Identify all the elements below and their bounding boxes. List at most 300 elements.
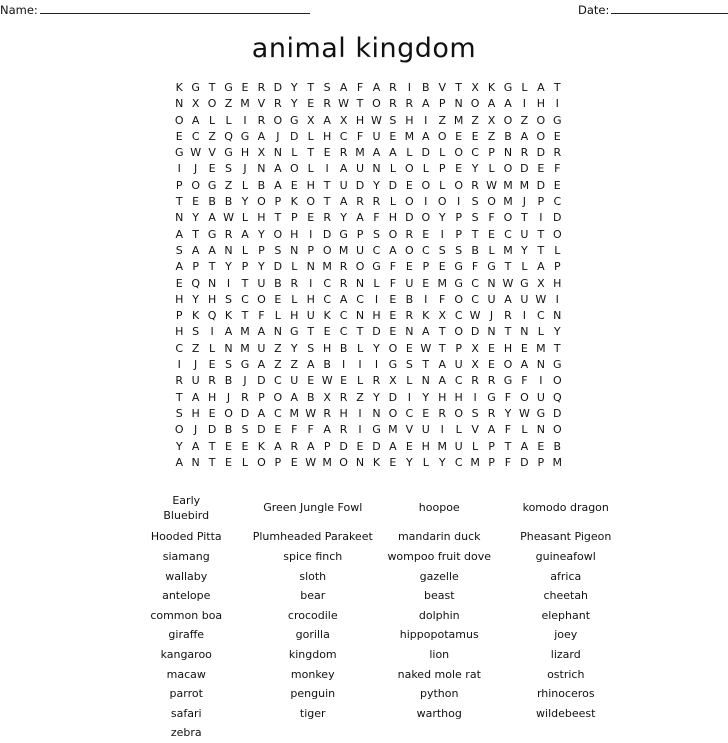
grid-cell: C [175,341,184,355]
grid-cell: R [339,423,348,437]
grid-cell: A [504,97,512,111]
grid-cell: I [374,292,379,306]
grid-cell: L [209,341,216,355]
grid-cell: D [388,178,398,192]
date-field [578,2,728,17]
grid-cell: H [306,292,315,306]
grid-cell: Y [471,162,479,176]
grid-cell: I [358,358,362,372]
grid-cell: D [553,406,562,420]
word-item: wompoo fruit dove [387,550,492,564]
grid-cell: R [339,276,348,290]
grid-row [171,422,566,438]
word-item: Pheasant Pigeon [520,530,612,544]
grid-cell: R [405,97,414,111]
grid-cell: A [537,81,545,94]
grid-cell: C [471,276,479,290]
word-item: macaw [166,667,206,681]
grid-cell: Z [191,341,200,355]
grid-cell: P [175,178,183,192]
grid-cell: E [537,439,545,453]
grid-cell: P [488,455,495,469]
grid-cell: O [421,211,431,225]
grid-cell: I [341,358,346,372]
word-list [123,488,629,743]
grid-cell: M [503,195,513,209]
grid-cell: M [437,439,447,453]
grid-cell: L [274,309,281,323]
grid-cell: R [438,406,447,420]
grid-cell: F [504,455,512,469]
grid-cell: A [339,292,348,306]
grid-cell: D [207,423,217,437]
word-item: wildebeest [536,706,596,720]
grid-cell: W [371,113,382,127]
grid-cell: B [422,81,430,94]
grid-cell: O [257,455,266,469]
grid-cell: C [454,309,463,323]
grid-cell: E [405,439,413,453]
grid-cell: Q [191,276,200,290]
grid-cell: L [291,260,298,274]
grid-cell: T [553,81,561,94]
grid-cell: D [405,211,414,225]
grid-cell: I [407,390,411,404]
grid-cell: M [453,113,464,127]
grid-cell: T [504,260,512,274]
word-item: parrot [169,687,203,701]
grid-cell: H [306,178,315,192]
grid-cell: R [405,227,414,241]
grid-cell: D [372,325,381,339]
grid-cell: O [388,227,398,241]
grid-cell: B [323,358,331,372]
grid-cell: L [241,178,249,192]
grid-cell: A [306,439,315,453]
grid-cell: Y [192,211,200,225]
grid-cell: O [454,292,463,306]
grid-cell: R [224,227,233,241]
grid-cell: M [470,455,480,469]
grid-cell: L [488,243,495,257]
grid-cell: A [257,129,266,143]
grid-cell: N [487,325,496,339]
grid-cell: E [175,276,183,290]
grid-cell: I [226,276,231,290]
grid-cell: S [175,243,183,257]
grid-cell: Z [438,113,446,127]
grid-cell: B [274,276,282,290]
grid-cell: E [488,341,495,355]
grid-cell: C [356,292,364,306]
grid-cell: U [356,162,365,176]
grid-cell: E [356,439,364,453]
grid-cell: H [290,227,299,241]
grid-cell: L [356,374,364,388]
grid-row [171,243,566,259]
grid-cell: C [191,129,200,143]
grid-cell: T [422,358,430,372]
grid-cell: H [207,292,217,306]
grid-cell: J [522,195,527,209]
grid-cell: V [257,97,266,111]
grid-cell: W [420,341,432,355]
grid-cell: K [257,439,266,453]
grid-cell: H [438,390,447,404]
grid-row [171,80,566,96]
grid-cell: U [487,292,496,306]
grid-cell: E [274,292,282,306]
grid-cell: B [471,243,479,257]
grid-cell: Q [207,309,217,323]
grid-cell: A [257,358,266,372]
grid-cell: S [225,358,233,372]
grid-cell: N [536,423,545,437]
grid-cell: O [454,325,463,339]
grid-cell: G [553,358,562,372]
word-item: antelope [162,589,211,603]
grid-cell: E [405,341,413,355]
grid-cell: C [323,292,331,306]
grid-cell: N [487,276,496,290]
grid-cell: Z [274,358,282,372]
word-item: beast [423,589,455,603]
grid-cell: K [224,309,233,323]
grid-cell: M [338,243,349,257]
grid-cell: E [323,146,331,160]
grid-cell: O [552,374,562,388]
grid-cell: E [422,227,430,241]
grid-cell: F [521,374,528,388]
grid-cell: W [190,146,202,160]
grid-cell: Y [192,292,200,306]
grid-row [171,96,566,112]
grid-cell: B [224,423,233,437]
grid-cell: R [290,276,299,290]
grid-cell: K [323,309,331,323]
grid-cell: E [405,178,413,192]
grid-cell: R [257,81,266,94]
grid-cell: E [274,423,282,437]
grid-cell: I [358,406,362,420]
grid-cell: F [356,129,364,143]
grid-cell: E [520,341,528,355]
word-item: lizard [550,648,581,662]
word-item: warthog [416,706,462,720]
grid-cell: R [389,97,397,111]
grid-cell: C [471,292,479,306]
word-item: rhinoceros [536,687,595,701]
grid-cell: C [339,325,348,339]
grid-cell: P [192,260,199,274]
grid-cell: M [503,178,513,192]
grid-cell: N [421,374,430,388]
grid-cell: U [290,374,299,388]
grid-cell: L [225,113,232,127]
grid-cell: W [502,276,514,290]
grid-cell: D [470,325,480,339]
grid-cell: O [273,113,283,127]
grid-cell: E [553,178,561,192]
grid-cell: Y [290,97,298,111]
grid-cell: L [406,146,413,160]
grid-cell: U [356,243,365,257]
grid-cell: Y [175,439,183,453]
grid-cell: M [240,97,250,111]
grid-cell: O [520,390,529,404]
grid-cell: R [339,146,348,160]
grid-cell: P [438,162,446,176]
grid-cell: A [274,162,282,176]
grid-cell: J [194,423,198,437]
grid-cell: O [437,129,447,143]
grid-cell: O [503,211,513,225]
grid-cell: C [454,455,463,469]
grid-row [171,324,566,340]
grid-cell: O [207,97,217,111]
grid-cell: G [487,260,496,274]
grid-cell: R [208,374,216,388]
word-item: Early Bluebird [163,493,210,522]
grid-cell: E [553,129,561,143]
grid-cell: S [389,113,397,127]
grid-row [171,341,566,357]
grid-cell: R [323,211,331,225]
grid-row [171,227,566,243]
grid-cell: N [405,325,414,339]
grid-cell: X [306,113,315,127]
grid-cell: M [437,276,447,290]
grid-cell: B [405,292,414,306]
grid-cell: T [521,211,528,225]
grid-cell: T [307,146,315,160]
grid-cell: R [372,195,381,209]
grid-cell: O [487,195,496,209]
grid-cell: O [405,243,414,257]
grid-cell: L [537,325,544,339]
grid-row [171,357,566,373]
grid-cell: P [455,227,462,241]
grid-cell: A [372,146,381,160]
grid-cell: D [257,374,266,388]
grid-cell: V [208,146,216,160]
word-item: ostrich [547,667,585,681]
grid-cell: L [521,81,528,94]
grid-cell: S [274,243,282,257]
grid-cell: Y [438,455,446,469]
grid-cell: Z [487,129,496,143]
grid-cell: P [274,195,282,209]
grid-cell: N [175,211,184,225]
word-item: penguin [290,687,336,701]
grid-cell: C [339,309,348,323]
grid-cell: T [175,390,183,404]
grid-cell: S [323,81,331,94]
word-item: hippopotamus [399,628,479,642]
grid-cell: D [520,162,529,176]
grid-cell: A [175,260,183,274]
grid-cell: D [240,406,250,420]
grid-cell: I [424,195,428,209]
grid-cell: P [258,390,265,404]
grid-cell: E [422,276,430,290]
grid-cell: P [422,260,430,274]
grid-cell: O [191,178,200,192]
grid-cell: T [356,97,364,111]
grid-cell: A [339,162,348,176]
grid-cell: O [257,195,266,209]
grid-cell: A [257,406,266,420]
grid-cell: H [536,97,545,111]
grid-cell: R [274,97,282,111]
grid-cell: A [537,260,545,274]
grid-cell: P [290,211,298,225]
grid-cell: E [537,162,545,176]
grid-cell: K [372,455,381,469]
grid-cell: T [438,325,446,339]
grid-row [171,276,566,292]
grid-cell: S [438,243,446,257]
grid-cell: Y [405,455,413,469]
grid-cell: F [504,423,512,437]
grid-row [171,439,566,455]
grid-row [171,390,566,406]
grid-cell: L [241,243,249,257]
grid-cell: N [207,276,217,290]
grid-cell: W [518,406,530,420]
grid-cell: A [208,211,216,225]
grid-cell: G [207,227,217,241]
grid-cell: H [405,113,414,127]
grid-row [171,145,566,161]
grid-cell: Z [520,113,529,127]
grid-cell: G [503,374,513,388]
grid-cell: H [290,309,299,323]
grid-cell: M [322,260,332,274]
grid-cell: I [243,113,247,127]
grid-cell: N [290,243,299,257]
word-item: dolphin [418,608,460,622]
grid-cell: I [440,423,444,437]
word-item: safari [170,706,202,720]
grid-cell: G [224,146,233,160]
grid-cell: H [339,406,348,420]
grid-cell: I [440,227,444,241]
grid-cell: P [438,97,446,111]
grid-cell: U [257,341,266,355]
grid-cell: E [455,129,463,143]
grid-cell: P [488,439,495,453]
grid-cell: O [503,113,513,127]
grid-cell: U [405,276,414,290]
grid-cell: O [372,97,381,111]
grid-cell: M [388,423,398,437]
grid-cell: L [472,439,479,453]
grid-cell: G [290,325,299,339]
grid-cell: O [257,292,266,306]
grid-cell: X [471,341,479,355]
grid-cell: Y [504,406,512,420]
name-line [40,2,310,14]
grid-cell: W [338,97,350,111]
grid-cell: R [389,81,397,94]
grid-cell: J [276,129,280,143]
grid-cell: Y [290,341,298,355]
grid-cell: G [224,81,233,94]
grid-cell: N [372,406,381,420]
grid-cell: C [471,146,479,160]
grid-cell: A [224,325,233,339]
grid-cell: O [405,195,414,209]
grid-cell: Y [340,211,347,225]
grid-cell: F [439,292,446,306]
word-item: lion [429,648,450,662]
grid-cell: I [407,81,411,94]
grid-cell: Z [274,341,282,355]
grid-cell: O [454,146,463,160]
grid-cell: A [372,81,381,94]
grid-cell: M [322,455,332,469]
grid-cell: R [257,113,266,127]
grid-cell: A [389,243,397,257]
grid-cell: E [488,227,495,241]
grid-cell: E [241,81,249,94]
grid-cell: G [520,276,529,290]
grid-cell: O [224,406,233,420]
grid-cell: C [274,406,282,420]
grid-cell: E [422,406,430,420]
grid-cell: E [389,129,397,143]
grid-cell: O [339,455,348,469]
grid-cell: U [339,178,348,192]
grid-cell: W [535,292,547,306]
grid-cell: A [208,243,216,257]
grid-cell: N [306,260,315,274]
grid-cell: H [355,113,365,127]
grid-cell: N [536,358,545,372]
grid-cell: A [487,97,496,111]
grid-cell: D [536,178,546,192]
grid-cell: Z [224,97,233,111]
grid-cell: B [504,129,512,143]
grid-cell: I [358,423,362,437]
grid-cell: Z [208,129,216,143]
grid-cell: P [323,439,331,453]
grid-cell: A [438,374,446,388]
grid-cell: L [389,195,396,209]
word-item: kingdom [288,648,337,662]
grid-cell: D [273,260,283,274]
grid-cell: G [372,260,381,274]
grid-cell: D [536,146,546,160]
grid-cell: A [323,423,331,437]
grid-cell: B [208,195,216,209]
grid-cell: E [290,455,298,469]
grid-cell: H [454,390,463,404]
grid-cell: S [471,406,479,420]
word-item: zebra [170,726,202,740]
grid-cell: D [388,390,398,404]
grid-cell: L [356,341,364,355]
grid-cell: H [388,211,398,225]
grid-cell: A [257,325,266,339]
grid-cell: Y [438,211,446,225]
grid-cell: P [258,243,265,257]
grid-cell: Y [373,341,380,355]
grid-cell: N [355,276,365,290]
word-item: joey [554,628,578,642]
grid-cell: L [439,178,446,192]
